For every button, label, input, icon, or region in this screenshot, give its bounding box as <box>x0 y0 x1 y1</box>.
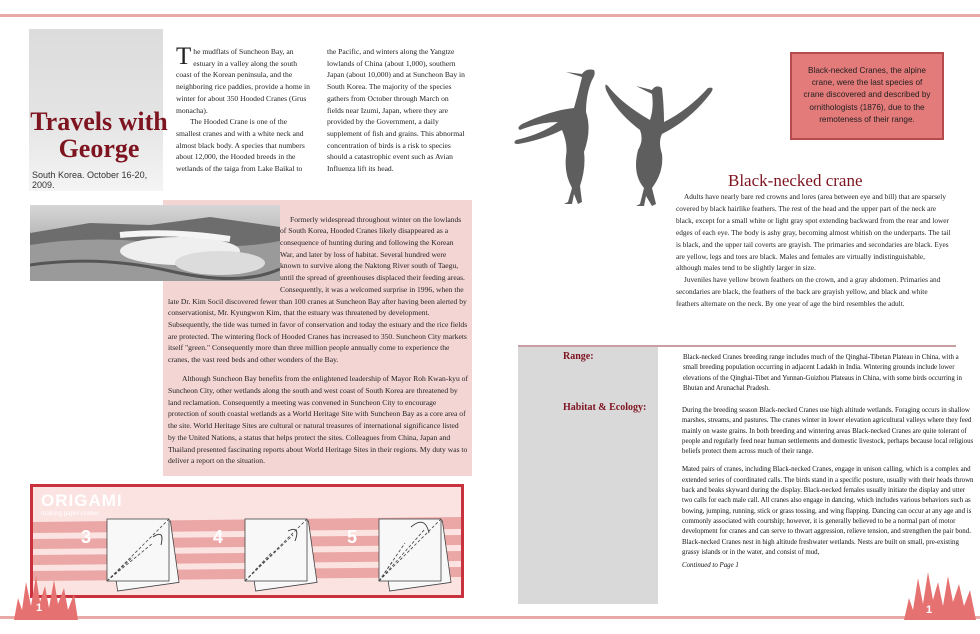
origami-panel <box>30 484 464 598</box>
origami-title: ORIGAMI <box>41 491 123 510</box>
callout-box: Black-necked Cranes, the alpine crane, were the last species of crane discovered and described by ornithologists (1876), due to the remoteness of their range. <box>790 52 944 140</box>
habitat-paragraph-2: Mated pairs of cranes, including Black-necked Cranes, engage in unison calling, which is a complex and extended series of coordinated calls. The birds stand in a specific posture, usually with their heads thrown back and beaks skyward during the display. Black-necked females usually initiate the display and utter two calls for each male call. All cranes also engage in dancing, which includes various behaviors such as bowing, jumping, running, stick or grass tossing, and wing flapping. Dancing can occur at any age and is commonly associated with courtship; however, it is generally believed to be a normal part of motor development for cranes and can serve to thwart aggression, relieve tension, and strengthen the pair bond. Black-necked Cranes nest in high altitude freshwater wetlands. Nests are built on small, pre-existing grassy islands or in the water, and consist of mud, <box>682 466 974 556</box>
col1-paragraph-1: he mudflats of Suncheon Bay, an estuary in a valley along the south coast of the Korean peninsula, and the neighboring rice paddies, provide a home in winter for about 350 Hooded Cranes (Grus monacha). <box>176 47 310 115</box>
left-page-number: 1 <box>36 602 43 614</box>
title-line-1: Travels with <box>30 107 168 136</box>
habitat-text <box>682 406 974 571</box>
article-column-2: the Pacific, and winters along the Yangtze lowlands of China (about 1,000), southern Japan (about 10,000) and at Suncheon Bay in South Korea. The majority of the species gathers from October through March on fields near Izumi, Japan, where they are provided by the Government, a daily supplement of fish and grains. This abnormal concentration of birds is a risk to species should a catastrophic event such as Avian Influenza lift its head. <box>327 47 465 174</box>
right-page-number: 1 <box>926 604 933 616</box>
col1-paragraph-2: The Hooded Crane is one of the smallest cranes and with a white neck and almost black body. A species that numbers about 12,000, the Hooded breeds in the wetlands of the taiga from Lake Baikal to <box>176 117 305 174</box>
flame-grass-right <box>904 570 976 620</box>
habitat-paragraph-1: During the breeding season Black-necked Cranes use high altitude wetlands. Foraging occurs in shallow marshes, streams, and pastures. The cranes winter in lower elevation agricultural valleys where they feed mainly on waste grains. In both breeding and wintering areas Black-necked Cranes are quite tolerant of people and regularly feed near human settlements and domestic livestock, perhaps because local religious beliefs protect them across much of their range. <box>682 407 974 456</box>
habitat-label: Habitat & Ecology: <box>563 402 647 413</box>
highlight-paragraph-1: Formerly widespread throughout winter on the lowlands of South Korea, Hooded Cranes likely disappeared as a consequence of hunting during and following the Korean War, and later by loss of habitat. Several hundred were known to survive along the Naktong River south of Taegu, until the spread of greenhouses displaced their feeding areas. Consequently, it was a welcomed surprise in 1996, when the late Dr. Kim Socil discovered fewer than 100 cranes at Suncheon Bay after having been alerted by conservationist, Mr. Kyungwon Kim, that the estuary was threatened by development. Subsequently, the tide was turned in favor of conservation and today the estuary and the rice fields are protected. The wintering flock of Hooded Cranes has increased to 350. Suncheon City markets itself "green." Consequently more than three million people annually come to experience the cranes, the vast reed beds and other wonders of the Bay. <box>168 214 468 365</box>
highlight-paragraph-2: Although Suncheon Bay benefits from the enlightened leadership of Mayor Roh Kwan-kyu of Suncheon City, other wetlands along the south and west coast of South Korea are threatened by land reclamation. Consequently a meeting was convened in Suncheon City to encourage protection of south coastal wetlands as a World Heritage Site with Suncheon Bay as a core area of the site. World Heritage Sites are cultural or natural treasures of international significance listed by the United Nations, a status that helps protect the sites. Colleagues from China, Japan and Thailand presented fascinating reports about World Heritage Sites in their regions. My duty was to deliver a report on the situation. <box>168 374 468 466</box>
range-label: Range: <box>563 351 594 362</box>
section-title: Black-necked crane <box>728 171 863 190</box>
article-column-1 <box>176 43 312 175</box>
drop-cap: T <box>176 43 192 70</box>
top-rule <box>0 14 980 17</box>
photo-spacer <box>168 206 280 294</box>
sidebar-gray-panel <box>518 346 658 604</box>
range-text: Black-necked Cranes breeding range includes much of the Qinghai-Tibetan Plateau in China, with a small breeding population occurring in adjacent Ladakh in India. Wintering grounds include lower elevations of the Qinghai-Tibet and Yunnan-Guizhou Plateaus in China, with some birds occurring in Bhutan and Arunachal Pradesh. <box>683 354 962 392</box>
highlight-text <box>168 206 468 475</box>
step-3-number: 3 <box>81 527 92 547</box>
page-title <box>29 108 169 162</box>
step-5-number: 5 <box>347 527 358 547</box>
step-4-number: 4 <box>213 527 224 547</box>
section-divider <box>518 345 956 347</box>
description-paragraph-2: Juveniles have yellow brown feathers on the crown, and a gray abdomen. Primaries and secondaries are black, the feathers of the back are grayish yellow, and black and white feathers alternate on the neck. By one year of age the bird resembles the adult. <box>676 275 941 309</box>
origami-subtitle: making paper cranes <box>41 509 99 517</box>
dateline: South Korea. October 16-20, 2009. <box>32 170 148 190</box>
continued-note: Continued to Page 1 <box>682 562 739 570</box>
description-paragraph-1: Adults have nearly bare red crowns and lores (area between eye and bill) that are sparsely covered by black hairlike feathers. The rest of the head and the upper part of the neck are black, except for a small white or light gray spot extending backward from the rear and lower edges of each eye. The body is ashy gray, becoming almost whitish on the underparts. The tail is black, and the upper tail coverts are grayish. The primaries and secondaries are black. Eyes are yellow, legs and toes are black. Males and females are virtually indistinguishable, although males tend to be slightly larger in size. <box>676 192 951 273</box>
flame-grass-left <box>14 572 78 620</box>
bottom-rule <box>0 616 980 619</box>
title-line-2: George <box>58 134 140 163</box>
description-text <box>676 191 952 310</box>
